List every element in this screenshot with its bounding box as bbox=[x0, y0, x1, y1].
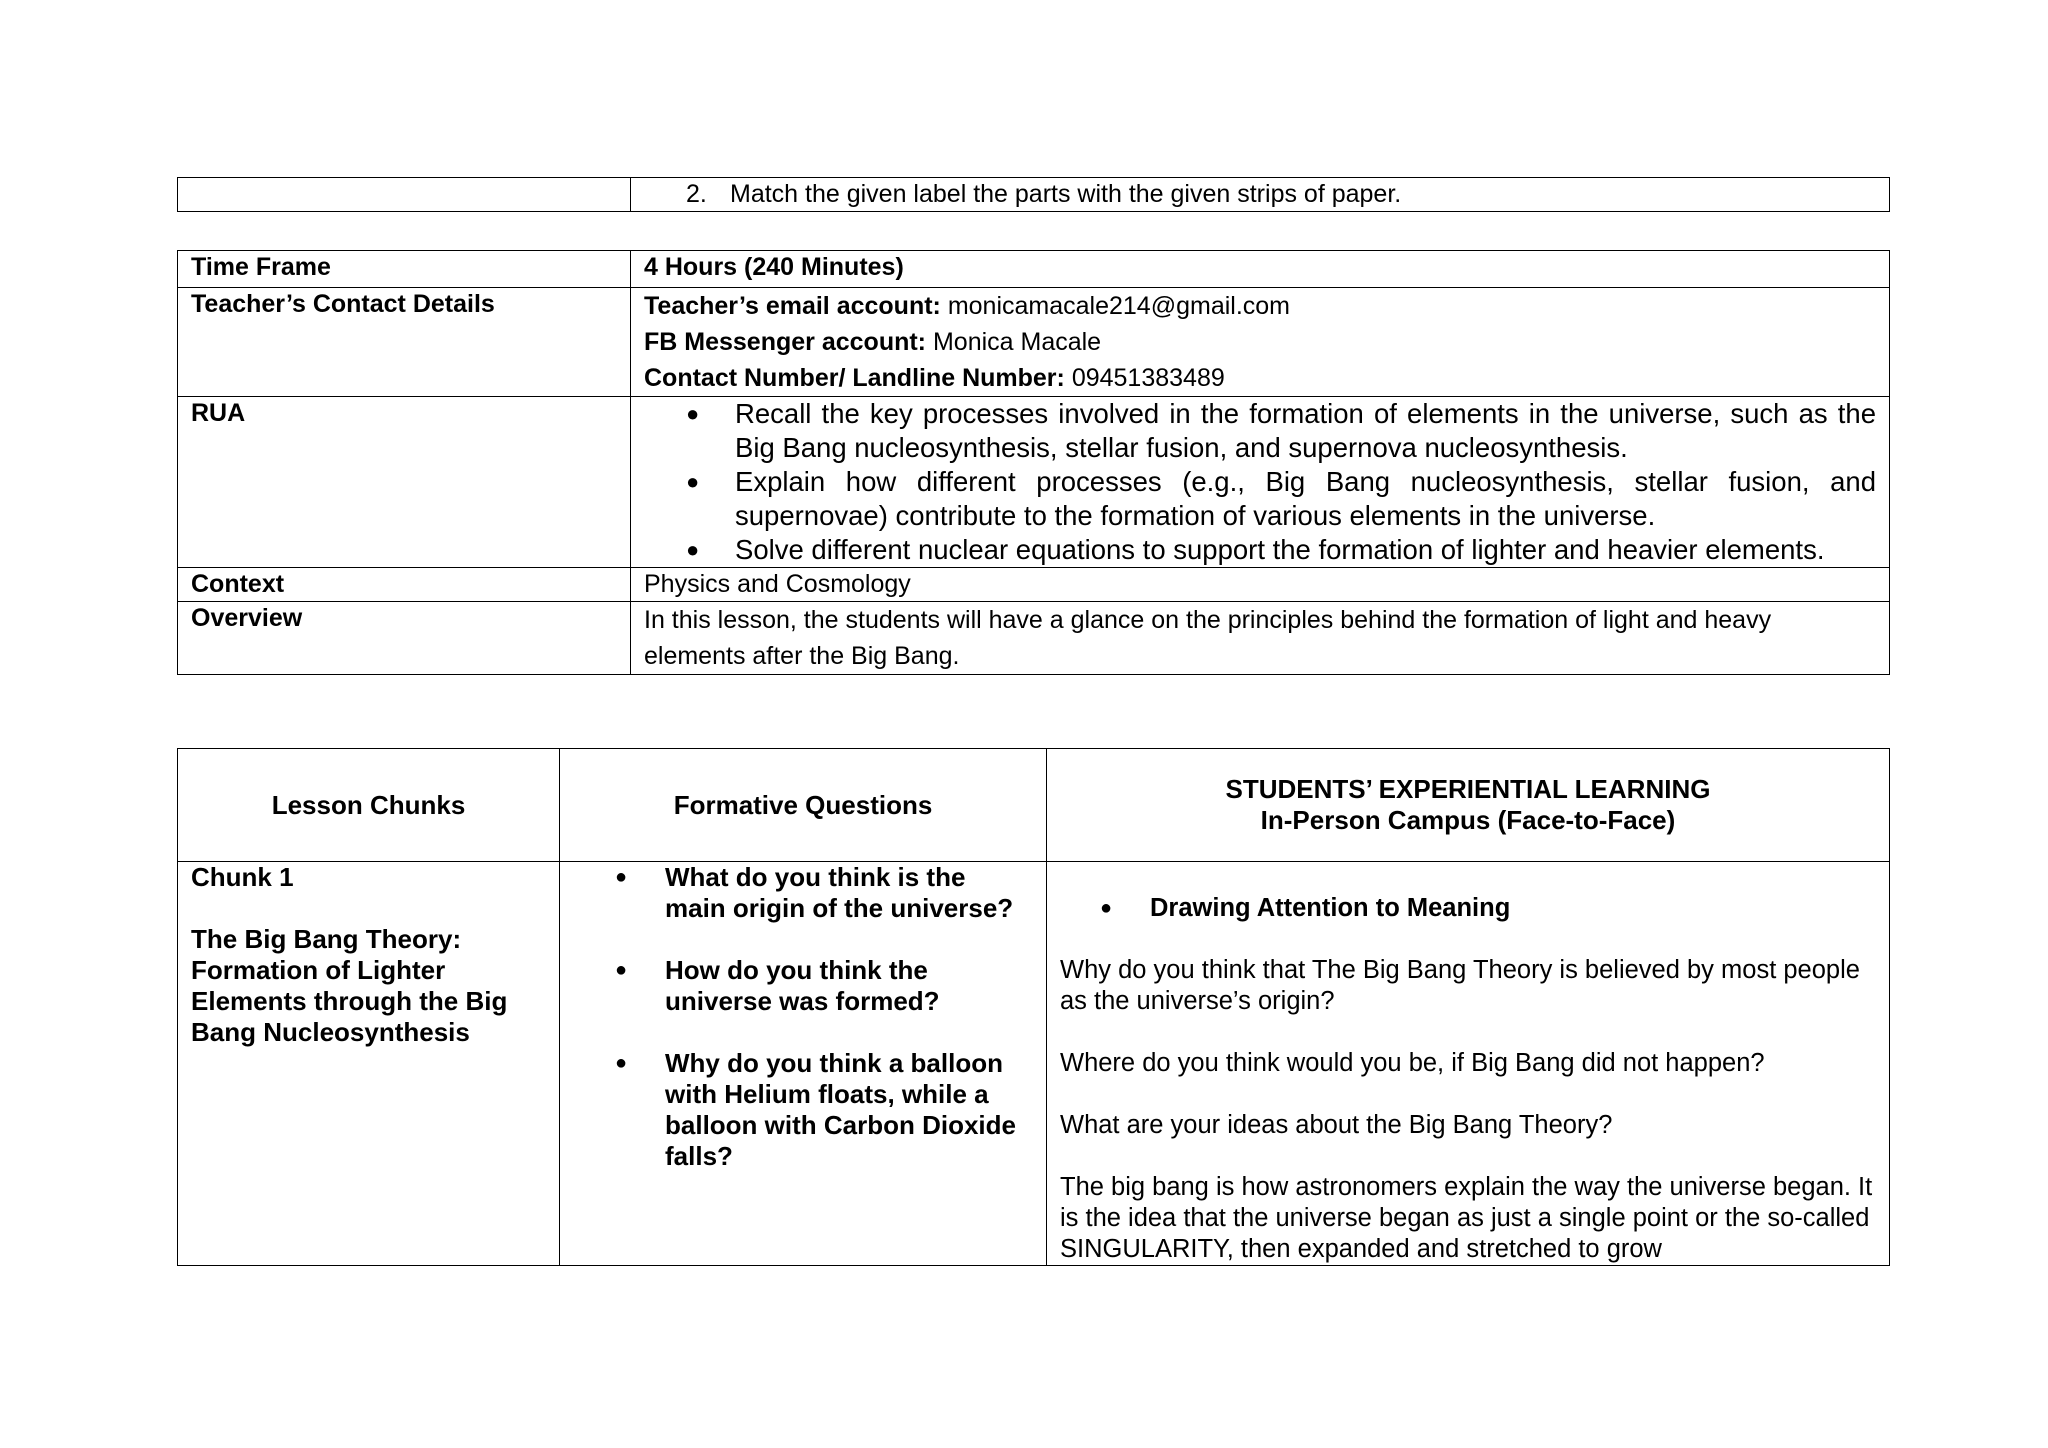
header-row bbox=[178, 749, 1890, 862]
empty-cell bbox=[178, 178, 631, 212]
overview-row bbox=[178, 602, 1890, 675]
item-number: 2. bbox=[686, 180, 707, 208]
formative-questions-list bbox=[573, 862, 1033, 1172]
continuation-table bbox=[177, 177, 1890, 212]
sel-paragraph: Where do you think would you be, if Big Bang did not happen? bbox=[1060, 1049, 1765, 1077]
chunk-row bbox=[178, 862, 1890, 1266]
header-experiential-learning: STUDENTS’ EXPERIENTIAL LEARNING In-Person Campus (Face-to-Face) bbox=[1047, 749, 1890, 862]
question-item: ● How do you think the universe was formed? bbox=[615, 955, 940, 1016]
sel-paragraph: The big bang is how astronomers explain the way the universe began. It is the idea that the universe began as just a single point or the so-called SINGULARITY, then expanded and stretched to grow bbox=[1060, 1173, 1873, 1263]
rua-label: RUA bbox=[191, 399, 246, 427]
rua-item: ● Recall the key processes involved in the formation of elements in the universe, such as the Big Bang nucleosynthesis, stellar fusion, and supernova nucleosynthesis. bbox=[686, 398, 1876, 463]
questions-cell bbox=[560, 862, 1047, 1266]
fb-value: Monica Macale bbox=[926, 328, 1102, 356]
experiential-learning-cell bbox=[1047, 862, 1890, 1266]
continuation-row bbox=[178, 178, 1890, 212]
question-item: ● Why do you think a balloon with Helium floats, while a balloon with Carbon Dioxide falls? bbox=[615, 1048, 1016, 1171]
contact-label: Teacher’s Contact Details bbox=[191, 290, 495, 318]
time-frame-label: Time Frame bbox=[191, 253, 331, 281]
phone-value: 09451383489 bbox=[1064, 364, 1225, 392]
contact-row bbox=[178, 288, 1890, 397]
sel-heading: ● Drawing Attention to Meaning bbox=[1100, 894, 1511, 922]
time-frame-value: 4 Hours (240 Minutes) bbox=[644, 253, 904, 281]
lesson-info-table bbox=[177, 250, 1890, 675]
chunk-cell bbox=[178, 862, 560, 1266]
overview-value: In this lesson, the students will have a glance on the principles behind the formation of light and heavy elements after the Big Bang. bbox=[631, 602, 1890, 675]
question-item: ● What do you think is the main origin of the universe? bbox=[615, 862, 1014, 923]
numbered-item bbox=[644, 178, 1876, 211]
header-lesson-chunks: Lesson Chunks bbox=[178, 749, 560, 862]
numbered-item-cell bbox=[631, 178, 1890, 212]
overview-label: Overview bbox=[191, 604, 303, 632]
rua-item: ● Solve different nuclear equations to support the formation of lighter and heavier elements. bbox=[686, 534, 1825, 565]
rua-row bbox=[178, 397, 1890, 568]
context-row bbox=[178, 568, 1890, 602]
item-text: Match the given label the parts with the given strips of paper. bbox=[730, 180, 1402, 208]
sel-paragraph: What are your ideas about the Big Bang Theory? bbox=[1060, 1111, 1613, 1139]
fb-line: FB Messenger account: Monica Macale bbox=[644, 328, 1102, 356]
email-line: Teacher’s email account: monicamacale214@gmail.com bbox=[644, 292, 1291, 320]
chunk-title: Chunk 1 bbox=[191, 862, 294, 892]
context-label: Context bbox=[191, 570, 285, 598]
rua-list bbox=[644, 397, 1876, 567]
sel-paragraph: Why do you think that The Big Bang Theory is believed by most people as the universe’s origin? bbox=[1060, 956, 1860, 1015]
header-formative-questions: Formative Questions bbox=[560, 749, 1047, 862]
context-value: Physics and Cosmology bbox=[631, 568, 1890, 602]
rua-item: ● Explain how different processes (e.g., Big Bang nucleosynthesis, stellar fusion, and supernovae) contribute to the formation of various elements in the universe. bbox=[686, 466, 1876, 531]
time-frame-row bbox=[178, 251, 1890, 288]
email-value: monicamacale214@gmail.com bbox=[940, 292, 1291, 320]
phone-line: Contact Number/ Landline Number: 09451383489 bbox=[644, 364, 1225, 392]
lesson-chunks-table bbox=[177, 748, 1890, 1266]
chunk-subtitle: The Big Bang Theory: Formation of Lighter Elements through the Big Bang Nucleosynthesis bbox=[191, 924, 508, 1047]
